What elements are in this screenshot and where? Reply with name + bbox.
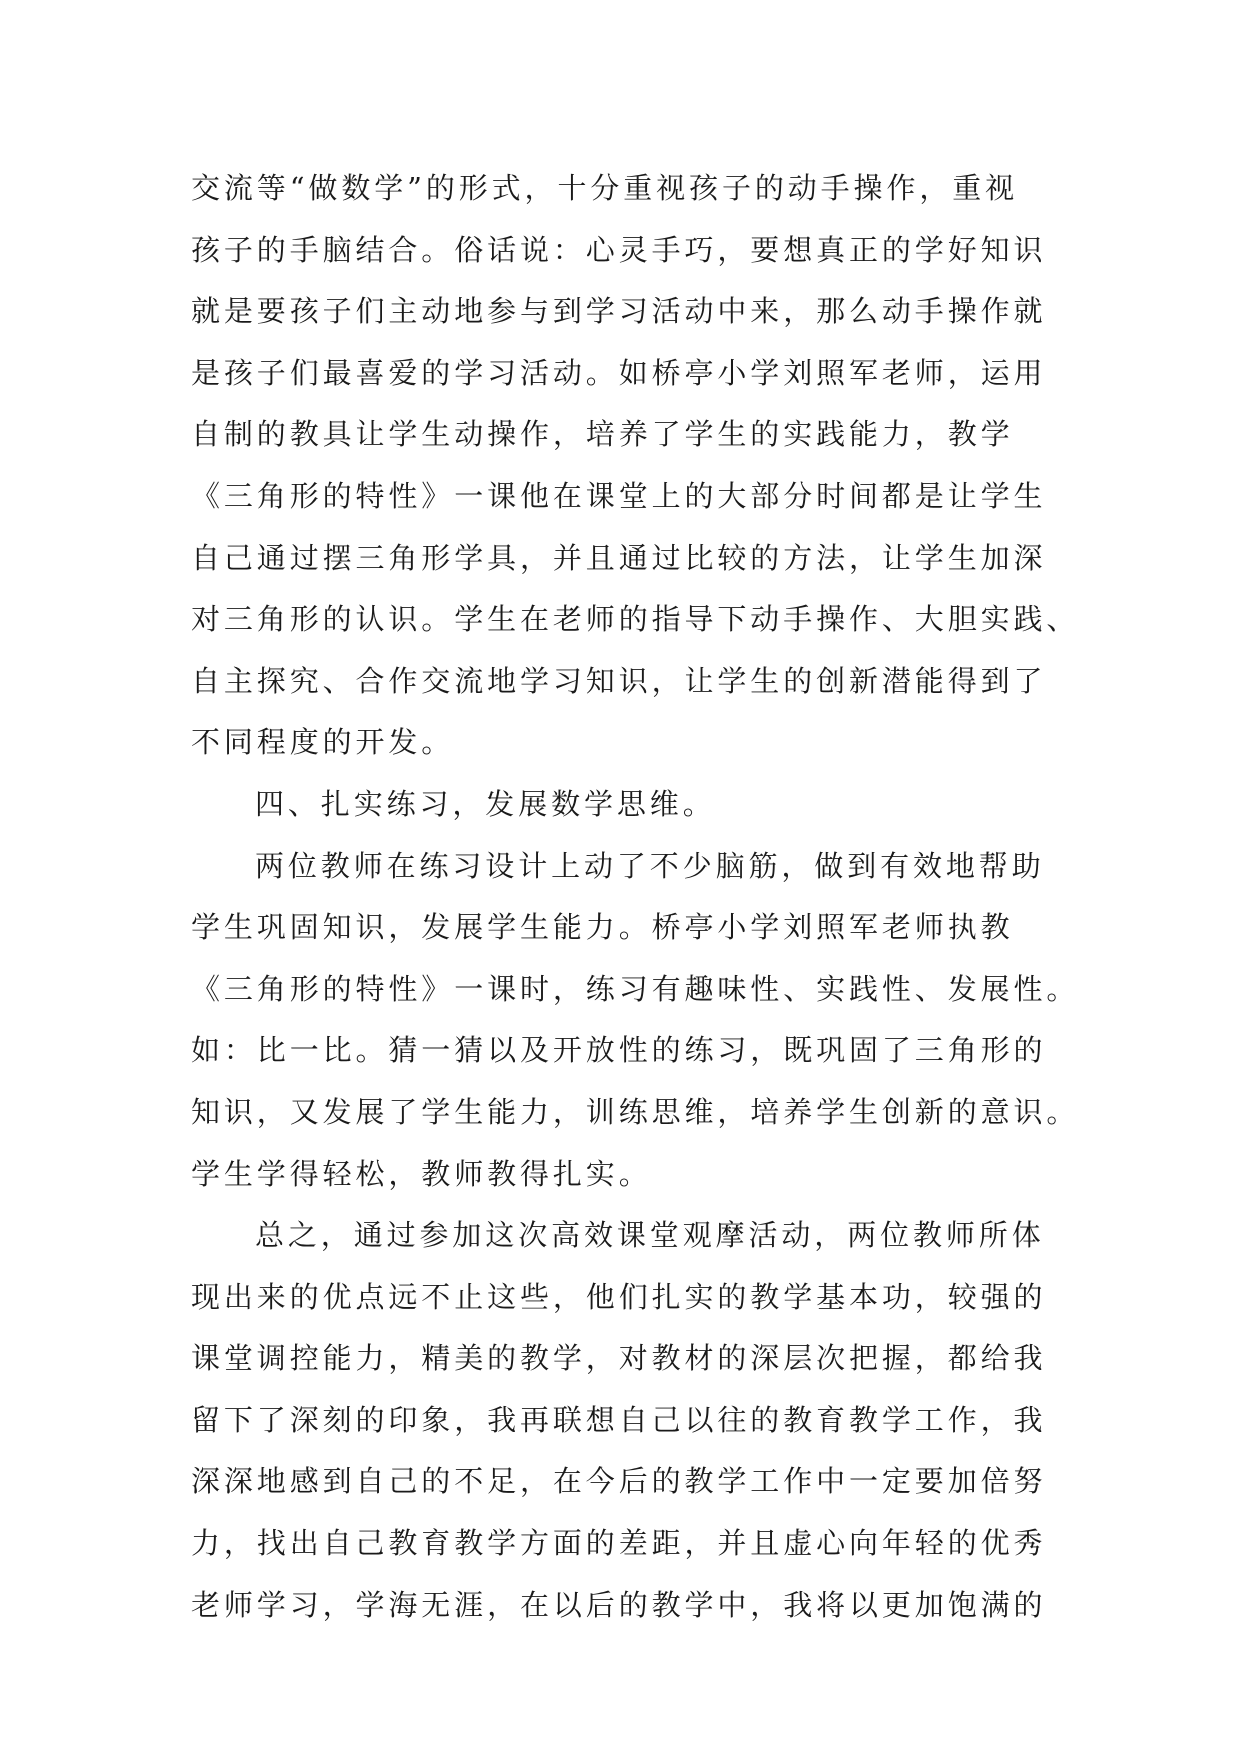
text-line: 学生巩固知识，发展学生能力。桥亭小学刘照军老师执教 <box>191 910 1014 945</box>
text-line: 《三角形的特性》一课时，练习有趣味性、实践性、发展性。 <box>191 971 1080 1006</box>
text-line: 就是要孩子们主动地参与到学习活动中来，那么动手操作就 <box>191 294 1047 329</box>
text-line: 不同程度的开发。 <box>191 725 455 760</box>
text-line: 自主探究、合作交流地学习知识，让学生的创新潜能得到了 <box>191 663 1047 698</box>
text-line: 力，找出自己教育教学方面的差距，并且虚心向年轻的优秀 <box>191 1526 1047 1561</box>
text-line: 自制的教具让学生动操作，培养了学生的实践能力，教学 <box>191 417 1014 452</box>
text-line: 自己通过摆三角形学具，并且通过比较的方法，让学生加深 <box>191 540 1047 575</box>
text-line: 《三角形的特性》一课他在课堂上的大部分时间都是让学生 <box>191 478 1047 513</box>
text-line: 现出来的优点远不止这些，他们扎实的教学基本功，较强的 <box>191 1279 1047 1314</box>
text-line: 如：比一比。猜一猜以及开放性的练习，既巩固了三角形的 <box>191 1033 1047 1068</box>
text-line: 老师学习，学海无涯，在以后的教学中，我将以更加饱满的 <box>191 1587 1047 1622</box>
text-line: 留下了深刻的印象，我再联想自己以往的教育教学工作，我 <box>191 1402 1047 1437</box>
text-line: 交流等“做数学”的形式，十分重视孩子的动手操作，重视 <box>191 171 1019 205</box>
text-line: 总之，通过参加这次高效课堂观摩活动，两位教师所体 <box>255 1218 1045 1253</box>
text-line: 课堂调控能力，精美的教学，对教材的深层次把握，都给我 <box>191 1341 1047 1376</box>
text-line: 对三角形的认识。学生在老师的指导下动手操作、大胆实践、 <box>191 602 1080 637</box>
document-body <box>191 158 1080 1636</box>
section-heading: 四、扎实练习，发展数学思维。 <box>255 786 716 821</box>
text-line: 两位教师在练习设计上动了不少脑筋，做到有效地帮助 <box>255 848 1045 883</box>
text-line: 是孩子们最喜爱的学习活动。如桥亭小学刘照军老师，运用 <box>191 355 1047 390</box>
text-line: 学生学得轻松，教师教得扎实。 <box>191 1156 652 1191</box>
text-line: 深深地感到自己的不足，在今后的教学工作中一定要加倍努 <box>191 1464 1047 1499</box>
text-line: 孩子的手脑结合。俗话说：心灵手巧，要想真正的学好知识 <box>191 232 1047 267</box>
text-line: 知识，又发展了学生能力，训练思维，培养学生创新的意识。 <box>191 1094 1080 1129</box>
